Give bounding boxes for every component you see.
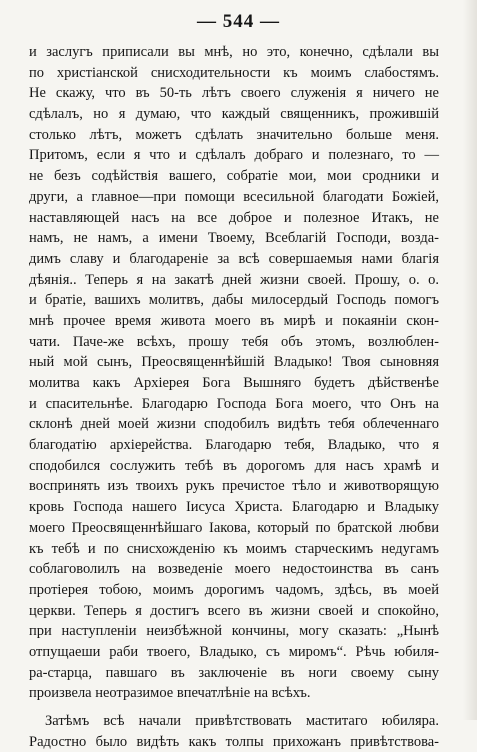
text-line: и спасительнѣе. Благодарю Господа Бога моего, что Онъ на <box>29 395 439 412</box>
text-line: наставляющей насъ на все доброе и полезное Итакъ, не <box>29 209 439 226</box>
text-line: склонѣ дней моей жизни сподобилъ видѣть тебя облеченнаго <box>29 416 439 433</box>
text-line: отпущаеши раби твоего, Владыко, съ миромъ“. Рѣчь юбиля- <box>29 643 439 660</box>
text-line: ра-старца, павшаго въ заключеніе въ ноги своему сыну <box>29 664 439 681</box>
text-line: намъ, не намъ, а имени Твоему, Всеблагій Господи, возда- <box>29 230 439 247</box>
text-line: молитва какъ Архіерея Бога Вышняго будетъ дѣйственѣе <box>29 375 439 391</box>
text-line: чати. Паче-же всѣхъ, прошу тебя объ этомъ, возлюблен- <box>29 333 439 350</box>
text-line: Притомъ, если я что и сдѣлалъ добраго и полезнаго, то — <box>29 147 439 164</box>
text-line: дѣянія.. Теперь я на закатѣ дней жизни своей. Прошу, о. о. <box>29 271 439 288</box>
body-text <box>29 42 439 752</box>
text-line: сподобился сослужить тебѣ въ дорогомъ для насъ храмѣ и <box>29 457 439 474</box>
text-line: церкви. Теперь я достигъ всего въ жизни своей и спокойно, <box>29 602 439 619</box>
paragraph <box>29 42 439 704</box>
text-line: соблаговолилъ на возведеніе моего недостоинства въ санъ <box>29 561 439 578</box>
text-line: не безъ содѣйствія вашего, собратіе мои, мои сродники и <box>29 168 439 185</box>
text-line: моего Преосвященнѣйшаго Іакова, который по братской любви <box>29 519 439 536</box>
text-line: Не скажу, что въ 50-ть лѣтъ своего служенія я ничего не <box>29 85 439 102</box>
text-line: протіерея тобою, моимъ дорогимъ чадомъ, здѣсь, въ моей <box>29 581 439 598</box>
paragraph-gap <box>29 704 439 711</box>
text-line: воспринять изъ твоихъ рукъ пречистое тѣло и животворящую <box>29 478 439 495</box>
text-line: мнѣ прочее время живота моего въ мирѣ и покаяніи скон- <box>29 312 439 329</box>
text-line: и заслугъ приписали вы мнѣ, но это, конечно, сдѣлали вы <box>29 44 439 60</box>
text-line: и братіе, вашихъ молитвъ, дабы милосердый Господь помогъ <box>29 292 439 309</box>
text-line: при наступленіи неизбѣжной кончины, могу сказать: „Нынѣ <box>29 623 439 640</box>
page-number: — 544 — <box>197 11 280 32</box>
text-line: димъ славу и благодареніе за всѣ совершаемыя нами благія <box>29 250 439 267</box>
text-line: къ тебѣ и по снисхожденію къ моимъ старческимъ недугамъ <box>29 540 439 557</box>
text-line: сдѣлалъ, но я думаю, что каждый священникъ, прожившій <box>29 106 439 123</box>
text-line: ный мой сынъ, Преосвященнѣйшій Владыко! Твоя сыновняя <box>29 354 439 371</box>
text-line: благодатію архіерейства. Благодарю тебя, Владыко, что я <box>29 437 439 454</box>
page-edge-shadow <box>463 0 477 720</box>
paragraph <box>29 711 439 752</box>
text-line: кровь Господа нашего Іисуса Христа. Благодарю и Владыку <box>29 499 439 516</box>
text-line: Затѣмъ всѣ начали привѣтствовать маститаго юбиляра. <box>45 713 439 729</box>
text-line: Радостно было видѣть какъ толпы прихожанъ привѣтствова- <box>29 733 439 750</box>
text-line: други, а главное—при помощи всесильной благодати Божіей, <box>29 188 439 205</box>
text-line: по христіанской снисходительности къ моимъ слабостямъ. <box>29 64 439 81</box>
text-line: столько лѣтъ, можетъ сдѣлать значительно больше меня. <box>29 126 439 143</box>
text-line: произвела неотразимое впечатлѣніе на всѣхъ. <box>29 685 311 702</box>
